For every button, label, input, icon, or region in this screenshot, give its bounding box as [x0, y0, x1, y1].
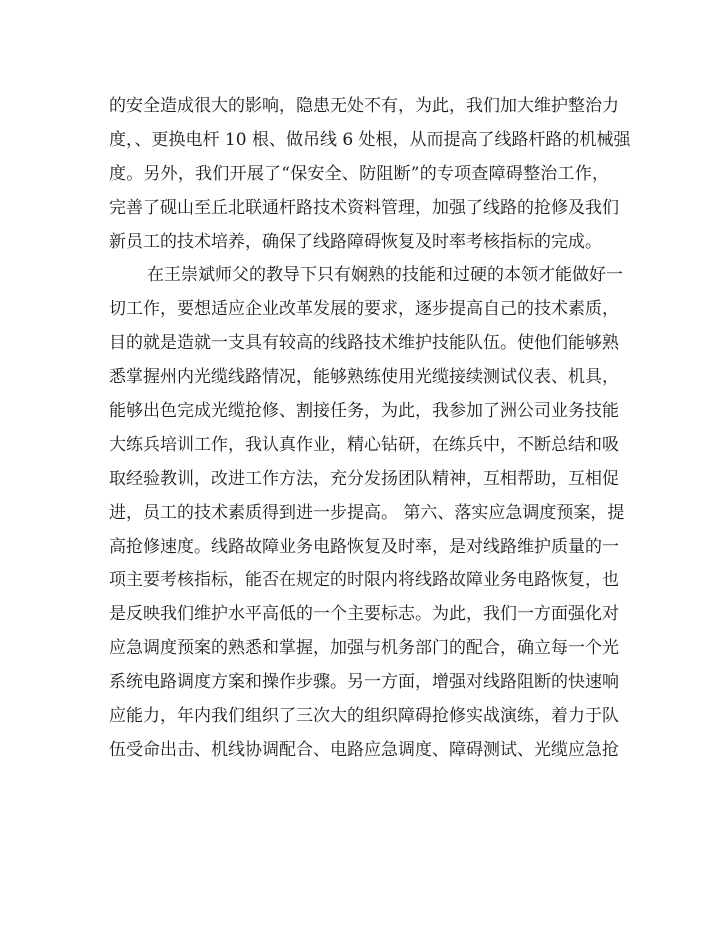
text-line: 度。另外，我们开展了“保安全、防阻断”的专项查障碍整治工作， [109, 163, 609, 184]
text-line: 取经验教训，改进工作方法，充分发扬团队精神，互相帮助，互相促 [109, 468, 619, 489]
text-line: 系统电路调度方案和操作步骤。另一方面，增强对线路阻断的快速响 [109, 672, 619, 693]
text-line: 应急调度预案的熟悉和掌握，加强与机务部门的配合，确立每一个光 [109, 638, 619, 659]
text-line: 是反映我们维护水平高低的一个主要标志。为此，我们一方面强化对 [109, 604, 619, 625]
text-line: 项主要考核指标，能否在规定的时限内将线路故障业务电路恢复，也 [109, 570, 619, 591]
paragraph-first-line: 在王崇斌师父的教导下只有娴熟的技能和过硬的本领才能做好一 [147, 265, 623, 286]
text-line: 度，、更换电杆 10 根、做吊线 6 处根，从而提高了线路杆路的机械强 [109, 129, 631, 150]
text-line: 目的就是造就一支具有较高的线路技术维护技能队伍。使他们能够熟 [109, 333, 619, 354]
text-line: 新员工的技术培养，确保了线路障碍恢复及时率考核指标的完成。 [109, 231, 602, 252]
text-line: 伍受命出击、机线协调配合、电路应急调度、障碍测试、光缆应急抢 [109, 739, 619, 760]
text-line: 高抢修速度。线路故障业务电路恢复及时率，是对线路维护质量的一 [109, 536, 619, 557]
text-line: 的安全造成很大的影响，隐患无处不有，为此，我们加大维护整治力 [109, 96, 619, 116]
text-line: 进，员工的技术素质得到进一步提高。 第六、落实应急调度预案，提 [109, 502, 625, 523]
text-line: 悉掌握州内光缆线路情况，能够熟练使用光缆接续测试仪表、机具， [109, 367, 619, 388]
text-line: 应能力，年内我们组织了三次大的组织障碍抢修实战演练，着力于队 [109, 706, 619, 727]
text-line: 切工作，要想适应企业改革发展的要求，逐步提高自己的技术素质， [109, 299, 619, 320]
text-line: 完善了砚山至丘北联通杆路技术资料管理，加强了线路的抢修及我们 [109, 197, 619, 218]
text-line: 能够出色完成光缆抢修、割接任务，为此，我参加了洲公司业务技能 [109, 401, 619, 422]
text-line: 大练兵培训工作，我认真作业，精心钻研，在练兵中，不断总结和吸 [109, 434, 619, 455]
body-text [109, 90, 631, 768]
